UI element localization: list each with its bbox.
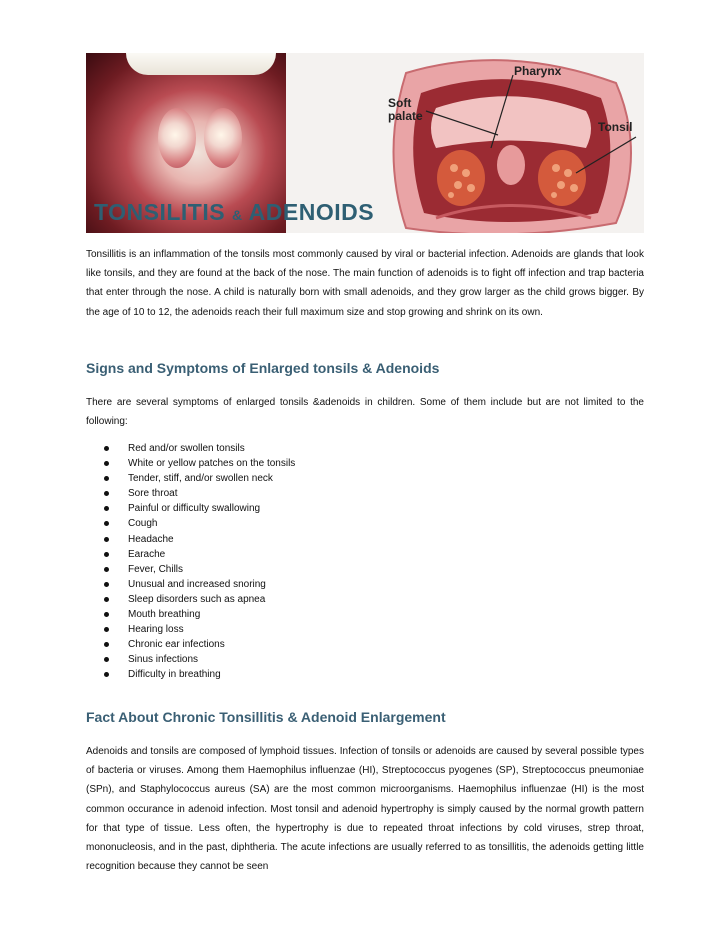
section2-heading: Fact About Chronic Tonsillitis & Adenoid Enlargement <box>86 709 446 725</box>
list-item: Difficulty in breathing <box>100 667 295 682</box>
list-item: Red and/or swollen tonsils <box>100 441 295 456</box>
list-item: Hearing loss <box>100 622 295 637</box>
left-tonsil-photo <box>158 108 196 168</box>
list-item: Headache <box>100 532 295 547</box>
label-palate: palate <box>388 109 423 123</box>
list-item: Earache <box>100 547 295 562</box>
label-soft: Soft <box>388 96 412 110</box>
title-adenoids: ADENOIDS <box>248 199 375 225</box>
section1-heading: Signs and Symptoms of Enlarged tonsils & Adenoids <box>86 360 440 376</box>
right-tonsil-photo <box>204 108 242 168</box>
list-item: Mouth breathing <box>100 607 295 622</box>
banner-title <box>94 199 374 226</box>
label-soft-palate <box>388 97 423 123</box>
header-banner <box>86 53 644 233</box>
section1-lead: There are several symptoms of enlarged tonsils &adenoids in children. Some of them include but are not limited to the following: <box>86 397 644 428</box>
section2-body: Adenoids and tonsils are composed of lymphoid tissues. Infection of tonsils or adenoids are caused by several possible types of bacteria or viruses. Among them Haemophilus influenzae (HI), Streptococcus pyogenes (SP), Streptococcus pneumoniae (SPn), and Staphylococcus aureus (SA) are the most common microorganisms. Haemophilus influenzae (HI) is the most common occurance in adenoid infection. Most tonsil and adenoid hypertrophy is simply caused by the normal growth pattern for that type of tissue. Less often, the hypertrophy is due to repeated throat infections by cold viruses, strep throat, mononucleosis, and in the past, diphtheria. The acute infections are usually referred to as tonsillitis, the adenoids getting little recognition because they cannot be seen <box>86 746 644 873</box>
list-item: Tender, stiff, and/or swollen neck <box>100 471 295 486</box>
list-item: Chronic ear infections <box>100 637 295 652</box>
list-item: White or yellow patches on the tonsils <box>100 456 295 471</box>
list-item: Sleep disorders such as apnea <box>100 592 295 607</box>
list-item: Cough <box>100 516 295 531</box>
list-item: Unusual and increased snoring <box>100 577 295 592</box>
intro-paragraph: Tonsillitis is an inflammation of the tonsils most commonly caused by viral or bacterial infection. Adenoids are glands that look like tonsils, and they are found at the back of the nose. The main function of adenoids is to fight off infection and trap bacteria that enter through the nose. A child is naturally born with small adenoids, and they grow larger as the child grows bigger. By the age of 10 to 12, the adenoids reach their full maximum size and stop growing and shrink on its own. <box>86 249 644 318</box>
label-pharynx: Pharynx <box>514 64 562 78</box>
list-item: Sore throat <box>100 486 295 501</box>
title-tonsilitis: TONSILITIS <box>94 199 226 225</box>
list-item: Fever, Chills <box>100 562 295 577</box>
title-ampersand: & <box>231 207 243 223</box>
list-item: Sinus infections <box>100 652 295 667</box>
label-tonsil: Tonsil <box>598 120 633 134</box>
list-item: Painful or difficulty swallowing <box>100 501 295 516</box>
teeth <box>126 53 276 75</box>
symptoms-list <box>100 441 295 683</box>
